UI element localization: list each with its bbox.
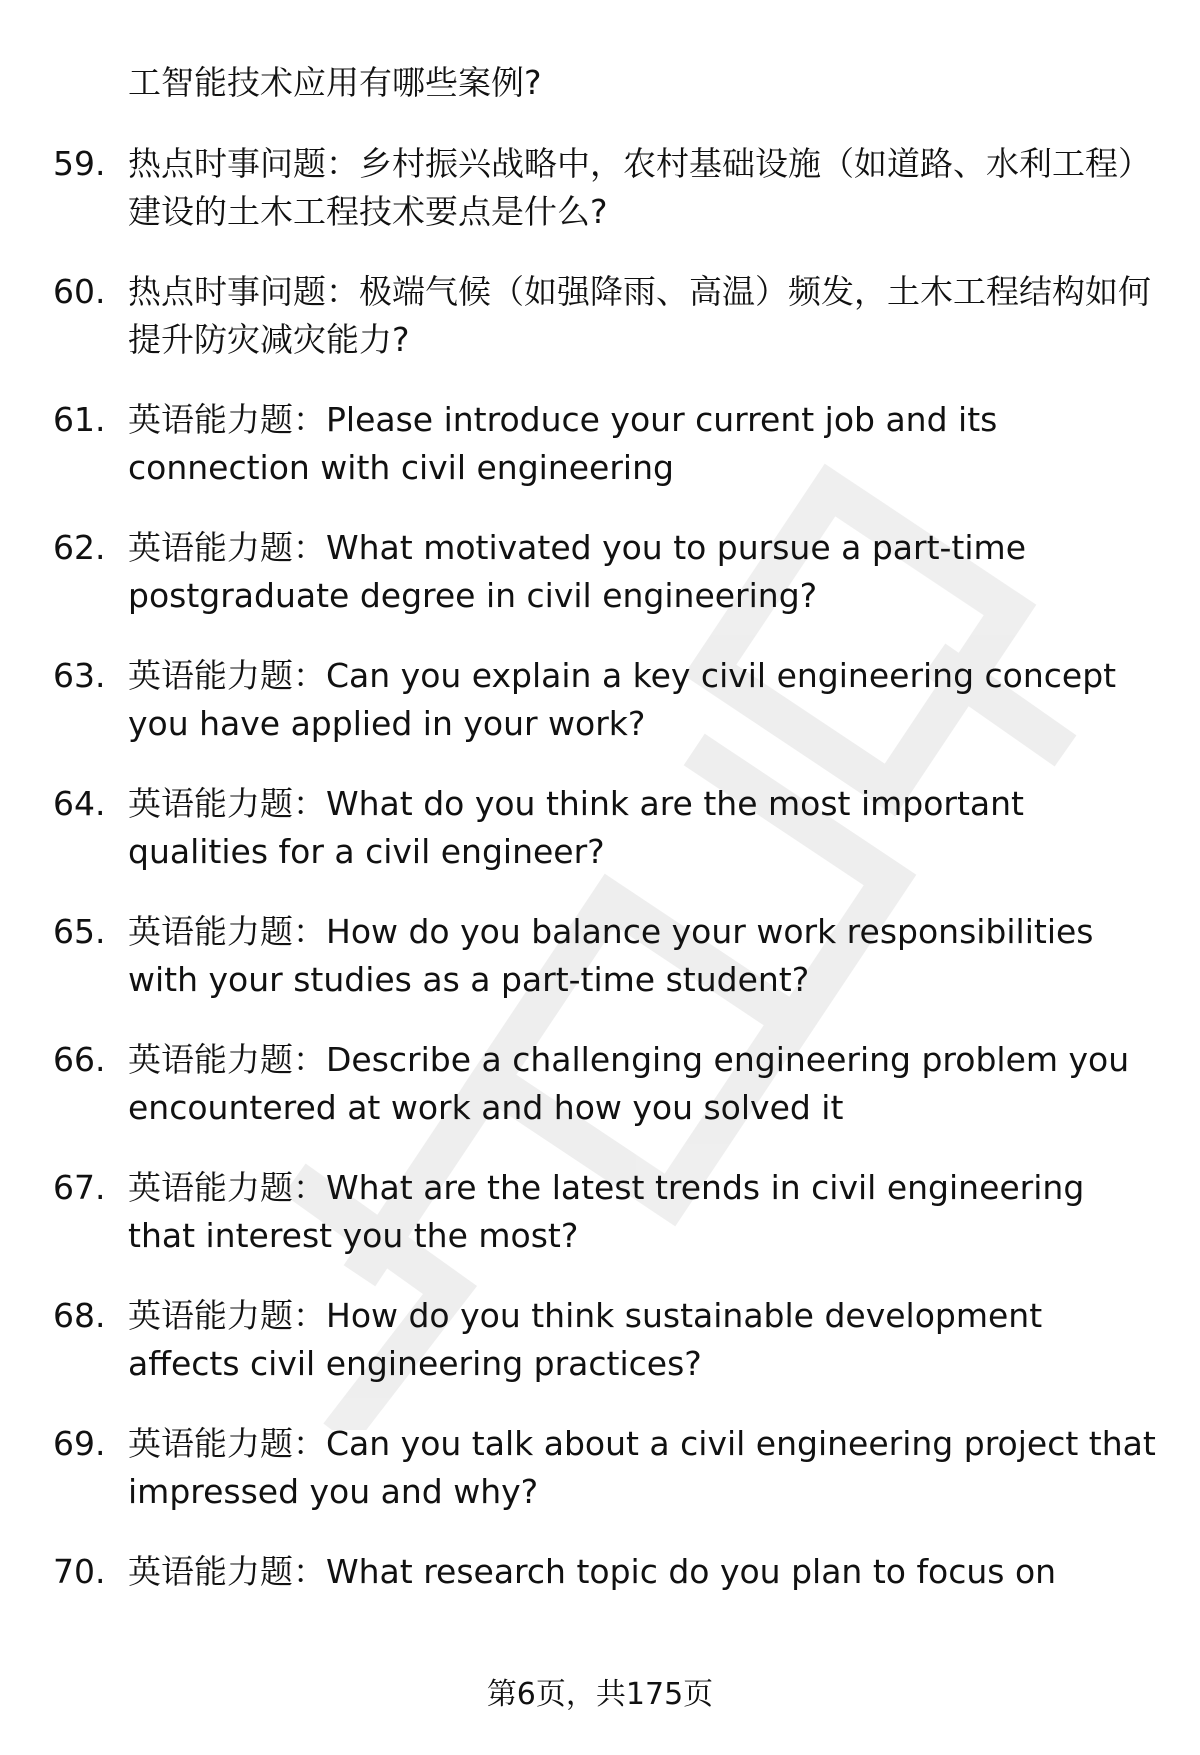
question-text: What are the latest trends in civil engineering that interest you the most?	[128, 1168, 1085, 1255]
question-text-block	[128, 268, 1158, 364]
question-text-block	[128, 780, 1158, 876]
question-number: 62.	[53, 528, 106, 567]
question-text: Please introduce your current job and its connection with civil engineering	[128, 400, 998, 487]
question-text: Can you talk about a civil engineering project that impressed you and why?	[128, 1424, 1156, 1511]
question-text-block	[128, 1420, 1158, 1516]
question-item	[0, 1548, 1200, 1596]
question-item	[0, 780, 1200, 876]
question-item	[0, 1292, 1200, 1388]
question-category: 热点时事问题：	[128, 272, 359, 311]
question-number: 69.	[53, 1424, 106, 1463]
question-category: 英语能力题：	[128, 400, 326, 439]
question-text: How do you balance your work responsibilities with your studies as a part-time student?	[128, 912, 1094, 999]
question-category: 英语能力题：	[128, 528, 326, 567]
page-footer: 第6页，共175页	[486, 1677, 714, 1712]
question-category: 英语能力题：	[128, 1552, 326, 1591]
question-number: 70.	[53, 1552, 106, 1591]
question-item	[0, 140, 1200, 236]
question-number: 63.	[53, 656, 106, 695]
question-number: 68.	[53, 1296, 106, 1335]
question-text: Describe a challenging engineering problem you encountered at work and how you solved it	[128, 1040, 1130, 1127]
question-category: 英语能力题：	[128, 912, 326, 951]
question-text-block	[128, 524, 1158, 620]
question-item	[0, 268, 1200, 364]
question-number: 65.	[53, 912, 106, 951]
question-text: What motivated you to pursue a part-time postgraduate degree in civil engineering?	[128, 528, 1026, 615]
question-text-block	[128, 908, 1158, 1004]
question-number: 67.	[53, 1168, 106, 1207]
question-category: 英语能力题：	[128, 1040, 326, 1079]
question-text: 乡村振兴战略中，农村基础设施（如道路、水利工程）建设的土木工程技术要点是什么?	[128, 144, 1151, 231]
question-number: 66.	[53, 1040, 106, 1079]
question-category: 热点时事问题：	[128, 144, 359, 183]
question-number: 64.	[53, 784, 106, 823]
question-category: 英语能力题：	[128, 1168, 326, 1207]
question-text: What do you think are the most important qualities for a civil engineer?	[128, 784, 1024, 871]
question-number: 60.	[53, 272, 106, 311]
question-text: How do you think sustainable development affects civil engineering practices?	[128, 1296, 1043, 1383]
question-item	[0, 524, 1200, 620]
question-text: 极端气候（如强降雨、高温）频发，土木工程结构如何提升防灾减灾能力?	[128, 272, 1151, 359]
question-text: What research topic do you plan to focus on	[326, 1552, 1057, 1591]
question-text-block	[128, 1164, 1158, 1260]
question-text-block	[128, 396, 1158, 492]
question-category: 英语能力题：	[128, 656, 326, 695]
question-text-block	[128, 1548, 1158, 1596]
question-list	[0, 58, 1200, 1596]
question-item	[0, 652, 1200, 748]
question-text-block	[128, 652, 1158, 748]
question-item	[0, 1164, 1200, 1260]
continuation-line: 工智能技术应用有哪些案例?	[128, 63, 542, 102]
question-item	[0, 908, 1200, 1004]
question-category: 英语能力题：	[128, 1296, 326, 1335]
question-category: 英语能力题：	[128, 1424, 326, 1463]
question-item	[0, 1420, 1200, 1516]
question-text-block	[128, 1292, 1158, 1388]
question-number: 61.	[53, 400, 106, 439]
question-category: 英语能力题：	[128, 784, 326, 823]
question-text-block	[128, 1036, 1158, 1132]
question-text-block	[128, 140, 1158, 236]
question-item	[0, 396, 1200, 492]
question-number: 59.	[53, 144, 106, 183]
question-text: Can you explain a key civil engineering concept you have applied in your work?	[128, 656, 1117, 743]
question-item	[0, 1036, 1200, 1132]
